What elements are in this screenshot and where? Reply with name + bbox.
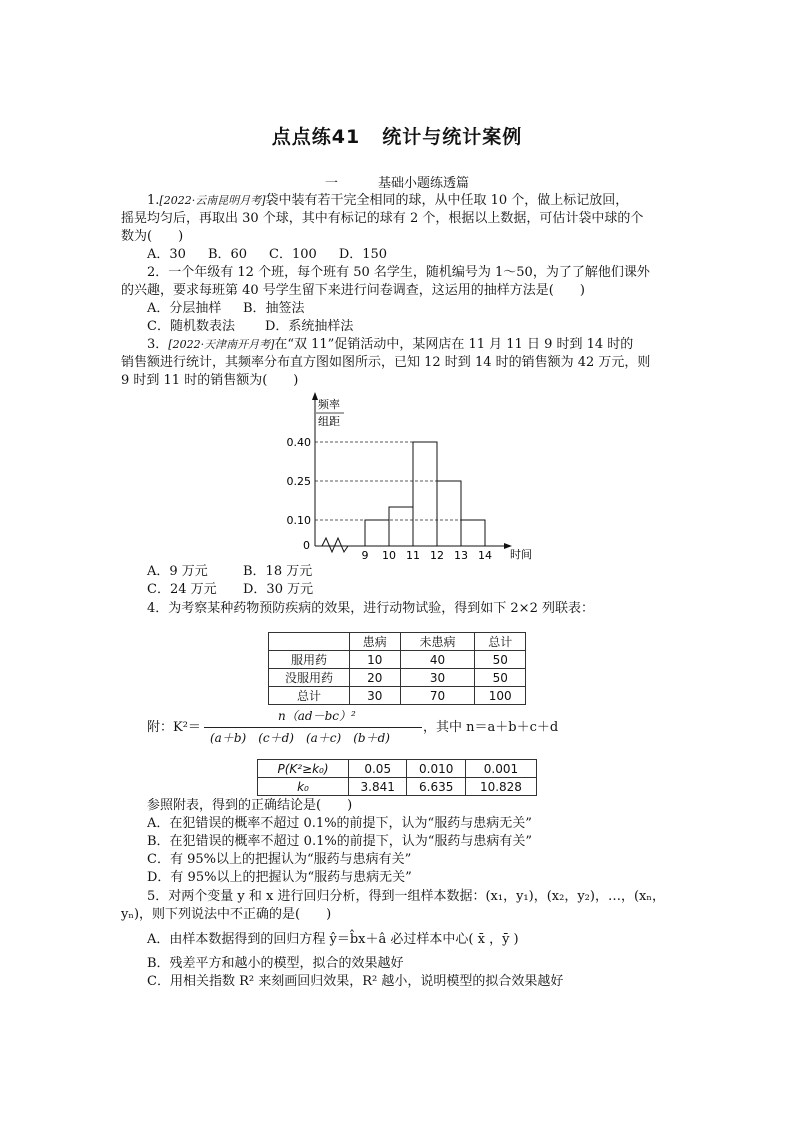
critical-value-table [257, 759, 537, 796]
formula-denominator: (a＋b) (c＋d) (a＋c) (b＋d) [210, 731, 390, 745]
q4-option-a[interactable]: A．在犯错误的概率不超过 0.1%的前提下，认为“服药与患病无关” [147, 816, 532, 831]
table-header-cell: 患病 [350, 633, 401, 651]
q5-option-b[interactable]: B．残差平方和越小的模型，拟合的效果越好 [147, 956, 404, 971]
q2-option-d[interactable]: D．系统抽样法 [265, 319, 354, 334]
x-tick-label: 11 [406, 549, 420, 562]
x-axis-label: 时间 [510, 548, 532, 561]
table-cell: 40 [400, 651, 475, 669]
table-cell: 30 [350, 687, 401, 705]
x-tick-label: 12 [430, 549, 444, 562]
table-cell: 0.05 [349, 760, 407, 778]
histogram-bars [287, 436, 493, 562]
histogram-bar-4 [461, 520, 485, 546]
q2-options-row1 [147, 300, 305, 318]
q2-option-c[interactable]: C．随机数表法 [147, 319, 235, 334]
table-cell: k₀ [258, 778, 349, 796]
q1-option-a[interactable]: A．30 [147, 247, 186, 262]
x-tick-label: 13 [454, 549, 468, 562]
q4-option-c[interactable]: C．有 95%以上的把握认为“服药与患病有关” [147, 852, 412, 867]
ylabel-bottom: 组距 [318, 415, 340, 428]
table-row [269, 651, 526, 669]
histogram-bar-2 [413, 442, 437, 546]
table-cell: 3.841 [349, 778, 407, 796]
q1-options [147, 246, 409, 264]
x-tick-label: 10 [382, 549, 396, 562]
q3-line1: 3．[2022·天津南开月考]在“双 11”促销活动中，某网店在 11 月 11 日 9 时到 14 时的 [147, 337, 634, 352]
q3-source: [2022·天津南开月考] [168, 338, 275, 351]
q1-option-d[interactable]: D．150 [338, 247, 388, 262]
histogram-bar-1 [389, 507, 413, 546]
table-cell: 10.828 [465, 778, 536, 796]
q1-source: [2022·云南昆明月考] [159, 194, 266, 207]
q2-option-a[interactable]: A．分层抽样 [147, 301, 222, 316]
axis-break-zigzag [322, 538, 348, 552]
table-cell: 0.010 [407, 760, 465, 778]
q4-line1: 4．为考察某种药物预防疾病的效果，进行动物试验，得到如下 2×2 列联表： [147, 601, 594, 616]
q3-line3: 9 时到 11 时的销售额为( ) [121, 373, 299, 388]
histogram-bar-0 [365, 520, 389, 546]
q5-option-c[interactable]: C．用相关指数 R² 来刻画回归效果，R² 越小，说明模型的拟合效果越好 [147, 974, 564, 989]
x-tick-label: 14 [478, 549, 492, 562]
table-row [258, 760, 537, 778]
table-cell: 100 [475, 687, 526, 705]
contingency-table [268, 632, 526, 705]
q2-line1: 2．一个年级有 12 个班，每个班有 50 名学生，随机编号为 1～50，为了了解他们课外 [147, 265, 650, 280]
table-cell: 70 [400, 687, 475, 705]
q4-option-d[interactable]: D．有 95%以上的把握认为“服药与患病无关” [147, 870, 412, 885]
q5-line2: yₙ)，则下列说法中不正确的是( ) [121, 907, 332, 922]
q1-line2: 摇晃均匀后，再取出 30 个球，其中有标记的球有 2 个，根据以上数据，可估计袋中球的个 [121, 211, 644, 226]
section-title: 基础小题练透篇 [378, 176, 470, 191]
section-heading [0, 172, 794, 191]
q3-options-row1 [147, 563, 312, 581]
table-row [269, 687, 526, 705]
table-row [258, 778, 537, 796]
origin-label: 0 [303, 539, 310, 552]
formula-numerator: n（ad－bc）² [278, 709, 356, 723]
table-cell: 50 [475, 651, 526, 669]
q3-line2: 销售额进行统计，其频率分布直方图如图所示，已知 12 时到 14 时的销售额为 42 万元，则 [121, 355, 651, 370]
y-tick-label: 0.40 [286, 436, 311, 449]
table-cell: 服用药 [269, 651, 350, 669]
table-cell [269, 633, 350, 651]
table-cell: 30 [400, 669, 475, 687]
q2-option-b[interactable]: B．抽签法 [243, 301, 305, 316]
q3-option-c[interactable]: C．24 万元 [147, 582, 217, 597]
table-cell: 10 [350, 651, 401, 669]
x-tick-label: 9 [361, 549, 369, 562]
q2-line2: 的兴趣，要求每班第 40 号学生留下来进行问卷调查，这运用的抽样方法是( ) [121, 283, 585, 298]
q3-option-d[interactable]: D．30 万元 [243, 582, 314, 597]
table-row [269, 669, 526, 687]
y-tick-label: 0.10 [286, 514, 311, 527]
q4-line2: 参照附表，得到的正确结论是( ) [147, 798, 353, 813]
formula-suffix: ，其中 n＝a＋b＋c＋d [423, 720, 559, 735]
frequency-histogram [270, 390, 540, 562]
table-header-row [269, 633, 526, 651]
formula-fraction-bar [204, 727, 422, 728]
table-cell: 20 [350, 669, 401, 687]
q3-option-b[interactable]: B．18 万元 [243, 564, 313, 579]
table-cell: 0.001 [465, 760, 536, 778]
title-topic: 统计与统计案例 [382, 126, 523, 148]
q2-options-row2 [147, 318, 353, 336]
ylabel-top: 频率 [318, 398, 340, 411]
y-tick-label: 0.25 [286, 475, 311, 488]
q3-option-a[interactable]: A．9 万元 [147, 564, 208, 579]
section-number: 一 [324, 176, 338, 191]
q5-line1: 5．对两个变量 y 和 x 进行回归分析，得到一组样本数据：(x₁，y₁)，(x₂，y₂)，…，(xₙ， [147, 889, 665, 904]
q1-option-b[interactable]: B．60 [207, 247, 248, 262]
table-cell: 没服用药 [269, 669, 350, 687]
table-cell: 50 [475, 669, 526, 687]
q3-options-row2 [147, 581, 313, 599]
histogram-bar-3 [437, 481, 461, 546]
table-header-cell: 未患病 [400, 633, 475, 651]
formula-prefix: 附：K²＝ [147, 720, 201, 735]
histogram-axes [303, 392, 532, 561]
title-number: 点点练41 [271, 126, 361, 148]
table-header-cell: 总计 [475, 633, 526, 651]
q5-option-a[interactable]: A．由样本数据得到的回归方程 ŷ＝b̂x＋â 必过样本中心( x̄ ，ȳ ) [147, 932, 519, 947]
table-cell: P(K²≥k₀) [258, 760, 349, 778]
page-title [0, 122, 794, 149]
q4-option-b[interactable]: B．在犯错误的概率不超过 0.1%的前提下，认为“服药与患病有关” [147, 834, 533, 849]
q1-line1: 1.[2022·云南昆明月考]袋中装有若干完全相同的球，从中任取 10 个，做上标记放回， [147, 193, 629, 208]
table-cell: 6.635 [407, 778, 465, 796]
table-cell: 总计 [269, 687, 350, 705]
q1-option-c[interactable]: C．100 [269, 247, 317, 262]
q1-line3: 数为( ) [121, 229, 184, 244]
